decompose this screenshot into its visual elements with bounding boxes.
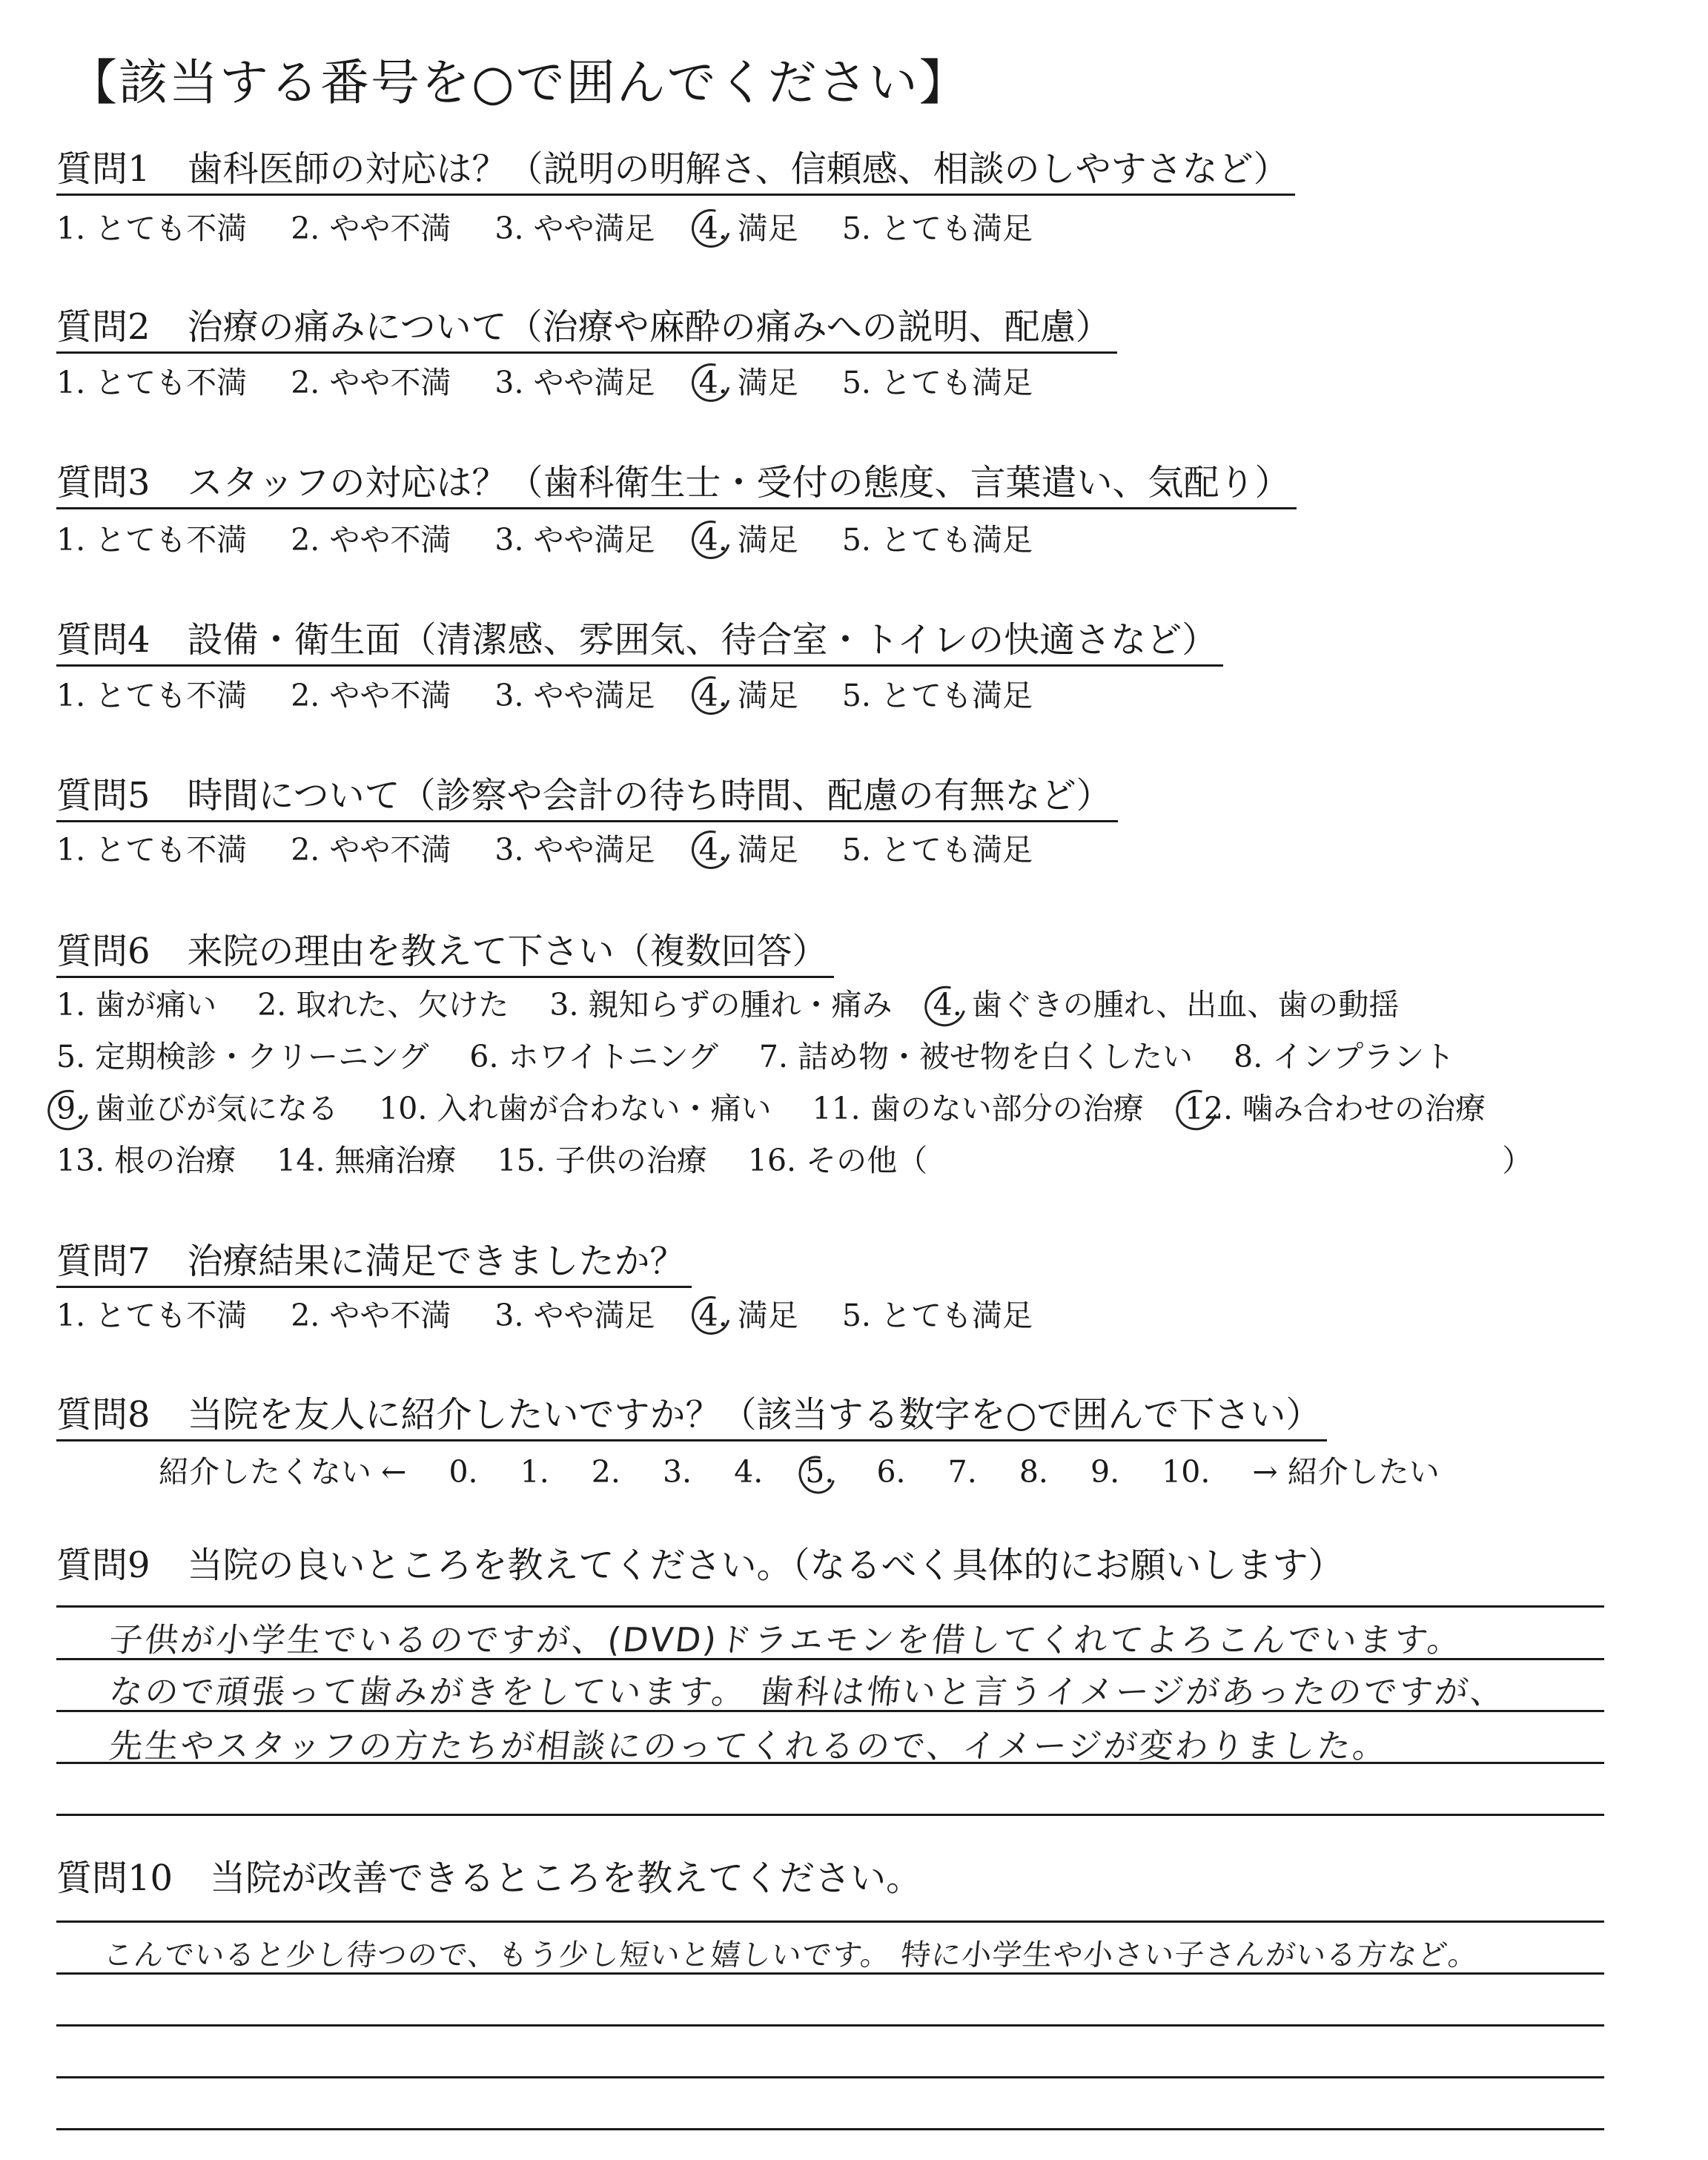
q7-options (56, 1295, 1067, 1336)
q10-handwritten-line-1[interactable]: こんでいると少し待つので、もう少し短いと嬉しいです。 特に小学生や小さい子さんがいる方など。 (102, 1938, 1480, 1972)
question-10 (56, 1854, 927, 1903)
reason-4-selected[interactable]: 4. 歯ぐきの腫れ、出血、歯の動揺 (933, 979, 1400, 1031)
reason-1[interactable]: 1. 歯が痛い (56, 987, 217, 1023)
reason-9-selected[interactable]: 9. 歯並びが気になる (56, 1083, 338, 1135)
question-label: 質問6 (56, 931, 150, 972)
form-heading: 【該当する番号を○で囲んでください】 (68, 54, 970, 111)
q2-options (56, 362, 1067, 403)
option-5[interactable]: 5. とても満足 (841, 522, 1033, 558)
question-label: 質問1 (56, 148, 150, 190)
option-5[interactable]: 5. とても満足 (841, 211, 1033, 246)
reason-row (56, 1031, 1687, 1083)
question-7 (56, 1237, 692, 1288)
q9-handwritten-line-1[interactable]: 子供が小学生でいるのですが、(DVD)ドラエモンを借してくれてよろこんでいます。 (107, 1620, 1466, 1659)
reason-8[interactable]: 8. インプラント (1234, 1039, 1455, 1074)
other-close-paren: ） (1502, 1143, 1533, 1178)
scale-0[interactable]: 0. (448, 1454, 478, 1490)
scale-4[interactable]: 4. (734, 1454, 764, 1490)
option-1[interactable]: 1. とても不満 (56, 678, 248, 713)
reason-row (56, 1135, 1687, 1186)
answer-line (56, 2024, 1604, 2027)
question-4 (56, 615, 1223, 667)
answer-line (56, 1814, 1604, 1816)
reason-14[interactable]: 14. 無痛治療 (277, 1143, 457, 1178)
option-2[interactable]: 2. やや不満 (291, 522, 451, 558)
answer-line (56, 1605, 1604, 1608)
question-2 (56, 303, 1117, 354)
reason-13[interactable]: 13. 根の治療 (56, 1143, 236, 1178)
reason-3[interactable]: 3. 親知らずの腫れ・痛み (549, 987, 893, 1023)
question-label: 質問9 (56, 1545, 150, 1586)
question-text: 当院が改善できるところを教えてください。 (210, 1857, 922, 1899)
question-1 (56, 145, 1295, 196)
option-2[interactable]: 2. やや不満 (291, 211, 451, 246)
scale-6[interactable]: 6. (876, 1454, 906, 1490)
question-text: 治療結果に満足できましたか？ (187, 1241, 686, 1282)
option-4-selected[interactable]: 4. 満足 (699, 829, 798, 871)
reason-16-other[interactable]: 16. その他（ (747, 1143, 928, 1178)
scale-8[interactable]: 8. (1019, 1454, 1048, 1490)
question-text: 来院の理由を教えて下さい（複数回答） (187, 931, 828, 972)
reason-6[interactable]: 6. ホワイトニング (469, 1039, 718, 1074)
question-label: 質問8 (56, 1394, 150, 1436)
option-2[interactable]: 2. やや不満 (291, 365, 451, 400)
option-2[interactable]: 2. やや不満 (291, 832, 451, 868)
question-text: 時間について（診察や会計の待ち時間、配慮の有無など） (187, 775, 1112, 816)
scale-1[interactable]: 1. (520, 1454, 549, 1490)
answer-line (56, 1920, 1604, 1923)
q9-handwritten-line-2[interactable]: なので頑張って歯みがきをしています。 歯科は怖いと言うイメージがあったのですが、 (107, 1672, 1509, 1711)
option-3[interactable]: 3. やや満足 (494, 522, 655, 558)
question-label: 質問5 (56, 775, 150, 816)
q3-options (56, 519, 1067, 561)
question-text: 治療の痛みについて（治療や麻酔の痛みへの説明、配慮） (187, 306, 1111, 348)
reason-11[interactable]: 11. 歯のない部分の治療 (812, 1091, 1144, 1126)
answer-line (56, 2128, 1604, 2130)
scale-3[interactable]: 3. (662, 1454, 692, 1490)
question-text: 当院の良いところを教えてください。（なるべく具体的にお願いします） (187, 1545, 1344, 1586)
question-label: 質問4 (56, 619, 150, 661)
scale-right-label: → 紹介したい (1252, 1454, 1440, 1490)
question-text: 歯科医師の対応は？（説明の明解さ、信頼感、相談のしやすさなど） (187, 148, 1289, 190)
option-2[interactable]: 2. やや不満 (291, 1298, 451, 1333)
option-5[interactable]: 5. とても満足 (841, 1298, 1033, 1333)
reason-5[interactable]: 5. 定期検診・クリーニング (56, 1039, 429, 1074)
question-label: 質問3 (56, 462, 150, 503)
option-3[interactable]: 3. やや満足 (494, 365, 655, 400)
option-5[interactable]: 5. とても満足 (841, 365, 1033, 400)
reason-2[interactable]: 2. 取れた、欠けた (257, 987, 509, 1023)
question-6 (56, 927, 834, 978)
option-1[interactable]: 1. とても不満 (56, 365, 248, 400)
option-2[interactable]: 2. やや不満 (291, 678, 451, 713)
option-1[interactable]: 1. とても不満 (56, 211, 248, 246)
q8-scale (159, 1447, 1472, 1491)
q9-handwritten-line-3[interactable]: 先生やスタッフの方たちが相談にのってくれるので、イメージが変わりました。 (107, 1726, 1391, 1766)
option-1[interactable]: 1. とても不満 (56, 1298, 248, 1333)
option-5[interactable]: 5. とても満足 (841, 832, 1033, 868)
question-text: 設備・衛生面（清潔感、雰囲気、待合室・トイレの快適さなど） (187, 619, 1218, 661)
q4-options (56, 675, 1067, 716)
answer-line (56, 2076, 1604, 2078)
scale-5-selected[interactable]: 5. (805, 1454, 835, 1490)
scale-7[interactable]: 7. (947, 1454, 977, 1490)
option-4-selected[interactable]: 4. 満足 (699, 208, 798, 249)
option-3[interactable]: 3. やや満足 (494, 211, 655, 246)
option-5[interactable]: 5. とても満足 (841, 678, 1033, 713)
question-text: 当院を友人に紹介したいですか？（該当する数字を○で囲んで下さい） (187, 1394, 1322, 1436)
reason-row (56, 1083, 1687, 1135)
reason-12-selected[interactable]: 12. 噛み合わせの治療 (1185, 1083, 1486, 1135)
scale-left-label: 紹介したくない ← (159, 1454, 407, 1490)
option-1[interactable]: 1. とても不満 (56, 522, 248, 558)
question-label: 質問7 (56, 1241, 150, 1282)
question-text: スタッフの対応は？（歯科衛生士・受付の態度、言葉遣い、気配り） (187, 462, 1291, 503)
option-4-selected[interactable]: 4. 満足 (699, 1295, 798, 1336)
scale-2[interactable]: 2. (591, 1454, 620, 1490)
option-3[interactable]: 3. やや満足 (494, 832, 655, 868)
q1-options (56, 208, 1067, 249)
option-3[interactable]: 3. やや満足 (494, 678, 655, 713)
reason-15[interactable]: 15. 子供の治療 (497, 1143, 707, 1178)
question-9 (56, 1541, 1350, 1590)
reason-10[interactable]: 10. 入れ歯が合わない・痛い (379, 1091, 772, 1126)
reason-7[interactable]: 7. 詰め物・被せ物を白くしたい (758, 1039, 1194, 1074)
question-label: 質問10 (56, 1857, 173, 1899)
option-1[interactable]: 1. とても不満 (56, 832, 248, 868)
scale-10[interactable]: 10. (1162, 1454, 1211, 1490)
q5-options (56, 829, 1067, 871)
option-3[interactable]: 3. やや満足 (494, 1298, 655, 1333)
question-label: 質問2 (56, 306, 150, 348)
scale-9[interactable]: 9. (1090, 1454, 1120, 1490)
question-5 (56, 771, 1118, 822)
q6-reasons (56, 979, 1687, 1186)
question-8 (56, 1390, 1327, 1441)
option-4-selected[interactable]: 4. 満足 (699, 519, 798, 561)
reason-row (56, 979, 1687, 1031)
option-4-selected[interactable]: 4. 満足 (699, 675, 798, 716)
option-4-selected[interactable]: 4. 満足 (699, 362, 798, 403)
question-3 (56, 458, 1297, 509)
